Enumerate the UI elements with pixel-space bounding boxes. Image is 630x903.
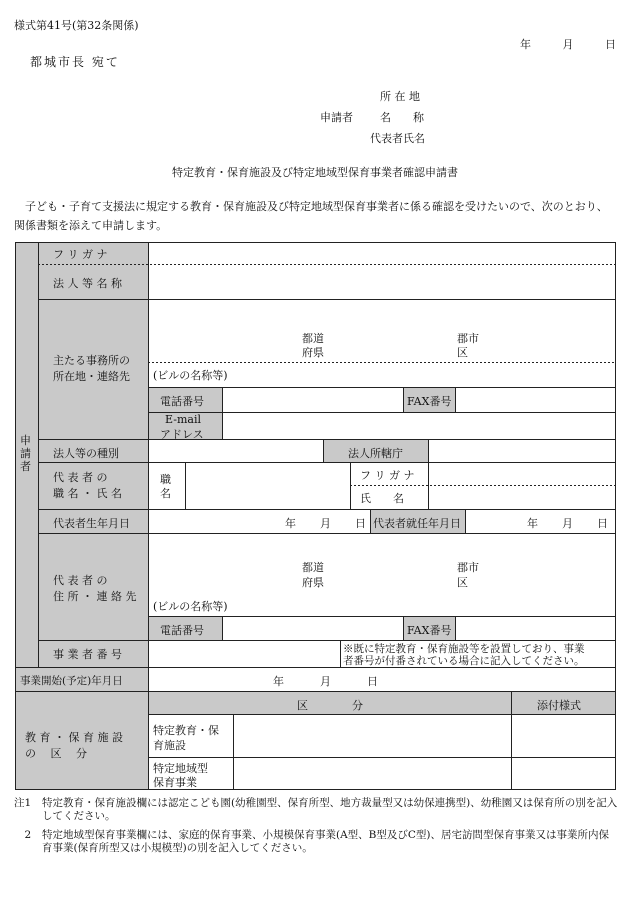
office-label-1: 主たる事務所の (53, 354, 130, 367)
regional-label-1: 特定地域型 (153, 762, 208, 775)
building2-label: (ビルの名称等) (153, 600, 228, 613)
corp-type-label: 法人等の種別 (53, 447, 119, 460)
applicant-side-label: 申請者 (20, 434, 31, 473)
special-edu-label-1: 特定教育・保 (153, 724, 219, 737)
shimei-label: 氏 名 (360, 492, 404, 505)
applicant-label: 申請者 (320, 111, 353, 124)
email-label-2: アドレス (160, 428, 204, 441)
kubun-header: 区 分 (297, 699, 363, 712)
gunshi-2: 区 (457, 346, 468, 359)
note-2-text: 特定地域型保育事業欄には、家庭的保育事業、小規模保育事業(A型、B型及びC型)、居宅訪問型保育事業又は事業所内保育事業(保育所型又は小規模型)の別を記入してください。 (42, 829, 610, 854)
note-2 (14, 829, 618, 855)
shoku-label-1: 職 (160, 473, 171, 486)
building-label: (ビルの名称等) (153, 369, 228, 382)
biz-start-label: 事業開始(予定)年月日 (20, 675, 123, 687)
address-label: 所 在 地 (380, 90, 420, 103)
gunshi2-2: 区 (457, 576, 468, 589)
corp-name-label: 法 人 等 名 称 (53, 277, 122, 290)
intro-text: 子ども・子育て支援法に規定する教育・保育施設及び特定地域型保育事業者に係る確認を受けたいので、次のとおり、関係書類を添えて申請します。 (14, 200, 608, 232)
applicant-block (320, 86, 450, 149)
note-2-num: 2 (14, 829, 32, 841)
furigana-label: フ リ ガ ナ (53, 248, 108, 261)
date-day: 日 (605, 38, 616, 51)
biz-start-day: 日 (367, 675, 378, 688)
biz-number-label: 事 業 者 番 号 (53, 648, 122, 661)
date-month: 月 (562, 38, 574, 51)
document-title: 特定教育・保育施設及び特定地域型保育事業者確認申請書 (172, 166, 458, 179)
facility-label-1: 教 育 ・ 保 育 施 設 (25, 731, 123, 744)
notes (14, 797, 618, 861)
rep-start-month: 月 (562, 517, 573, 530)
application-form (15, 242, 616, 790)
email-label-1: E-mail (165, 413, 201, 426)
phone-label: 電話番号 (160, 395, 204, 408)
rep-start-day: 日 (597, 517, 608, 530)
rep-addr-label-1: 代 表 者 の (53, 574, 108, 587)
shoku-label-2: 名 (160, 487, 171, 500)
rep-birth-year: 年 (285, 517, 296, 530)
phone2-label: 電話番号 (160, 624, 204, 637)
rep-birth-day: 日 (355, 517, 366, 530)
addressee: 都城市長 宛て (30, 55, 120, 69)
facility-label-2: の 区 分 (25, 747, 87, 760)
fax2-label: FAX番号 (407, 624, 452, 637)
office-label-2: 所在地・連絡先 (53, 370, 130, 383)
attach-header: 添付様式 (537, 699, 581, 712)
date-line (520, 36, 616, 52)
gunshi-1: 郡市 (457, 332, 479, 345)
corp-agency-label: 法人所轄庁 (348, 447, 403, 460)
note-1 (14, 797, 618, 823)
gunshi2-1: 郡市 (457, 561, 479, 574)
note-1-num: 注1 (14, 797, 32, 809)
todofuken-2: 府県 (302, 346, 324, 359)
date-year: 年 (520, 38, 531, 51)
rep-start-label: 代表者就任年月日 (373, 517, 461, 530)
furigana2-label: フ リ ガ ナ (360, 469, 415, 482)
todofuken2-1: 都道 (302, 561, 324, 574)
biz-start-month: 月 (320, 675, 331, 688)
note-1-text: 特定教育・保育施設欄には認定こども園(幼稚園型、保育所型、地方裁量型又は幼保連携型)、幼稚園又は保育所の別を記入してください。 (42, 797, 618, 822)
biz-number-note-1: ※既に特定教育・保育施設等を設置しており、事業 (343, 643, 585, 655)
fax-label: FAX番号 (407, 395, 452, 408)
biz-start-year: 年 (273, 675, 284, 688)
special-edu-label-2: 育施設 (153, 739, 186, 752)
regional-label-2: 保育事業 (153, 776, 197, 789)
todofuken2-2: 府県 (302, 576, 324, 589)
biz-number-note-2: 者番号が付番されている場合に記入してください。 (343, 655, 585, 667)
name-label: 名 称 (380, 111, 424, 124)
rep-addr-label-2: 住 所 ・ 連 絡 先 (53, 590, 137, 603)
rep-name-label: 代表者氏名 (370, 132, 425, 145)
form-number: 様式第41号(第32条関係) (14, 19, 139, 32)
rep-title-label-2: 職 名 ・ 氏 名 (53, 487, 122, 500)
rep-title-label-1: 代 表 者 の (53, 471, 108, 484)
rep-start-year: 年 (527, 517, 538, 530)
rep-birth-label: 代表者生年月日 (53, 517, 130, 530)
rep-birth-month: 月 (320, 517, 331, 530)
todofuken-1: 都道 (302, 332, 324, 345)
